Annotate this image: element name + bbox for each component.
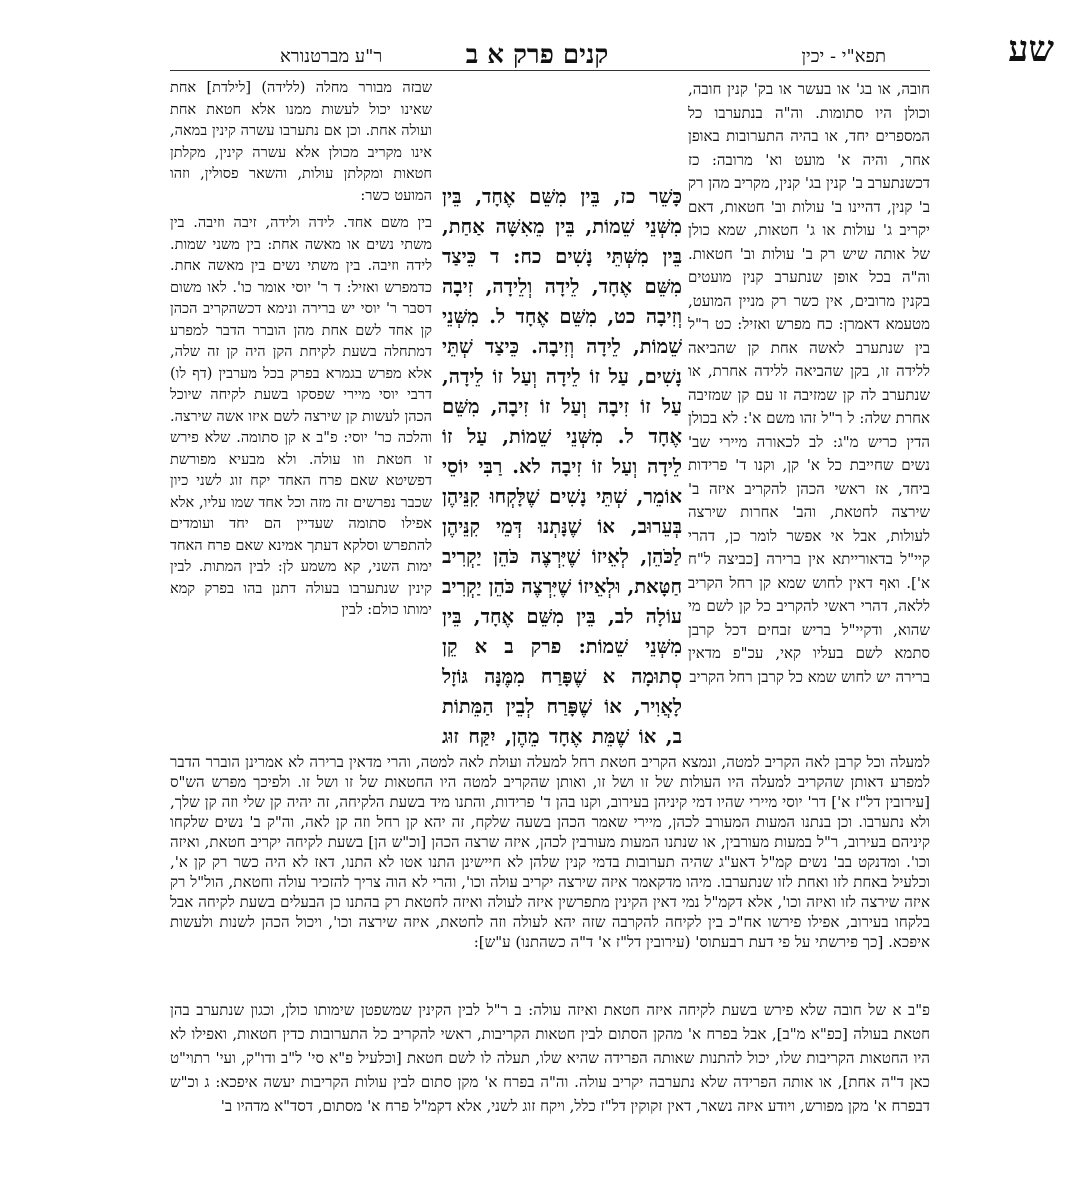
main-title: קנים פרק א ב xyxy=(465,40,609,70)
bottom-commentary-2-text: פ"ב א של חובה שלא פירש בשעת לקיחה איזה חטאת ואיזה עולה: ב ר"ל לבין הקינין שמשפטן שימותו כולן, וכגון שנתערב בהן חטאת בעולה [כפ"א מ"ב], אבל בפרח א' מהקן הסתום לבין חטאות הקריבות, ראשי להקריב כל התערובות כדין חטאות, ואפילו לא היו החטאות הקריבות שלו, יכול להתנות שאותה הפרידה שהיא שלו, תעלה לו לשם חטאת [וכלעיל פ"א סי' ל"ב ודו"ק, ועי' רתוי"ט כאן ד"ה אחת], או אותה הפרידה שלא נתערבה יקריב עולה. וה"ה בפרח א' מקן סתום לבין עולות הקריבות יעשה איפכא: ג וכ"ש דבפרח א' מקן מפורש, ויודע איזה נשאר, דאין זקוקין דל"ז כלל, ויקח זוג לשני, אלא דקמ"ל פרח א' מסתום, דסד"א מדהיו ב' xyxy=(170,1001,930,1115)
left-commentary-column xyxy=(170,78,432,748)
left-commentary-intro: שבזה מבורר מחלה (ללידה) [לילדת] אחת שאינו יכול לעשות ממנו אלא חטאת אחת ועולה אחת. וכן אם נתערבו עשרה קינין במאה, אינו מקריב מכולן אלא עשרה קינין, מקלתן חטאות ומקלתן עולות, והשאר פסולין, וזהו המועט כשר: xyxy=(170,80,432,204)
mishnah-text-column xyxy=(442,182,682,750)
bottom-commentary xyxy=(170,752,930,982)
right-running-title: תפא"י - יכין xyxy=(801,46,886,67)
bottom-commentary-2 xyxy=(170,998,930,1198)
right-commentary-text: חובה, או בג' או בעשר או בק' קנין חובה, וכולן היו סתומות. וה"ה בנתערבו כל המספרים יחד, או בהיה התערובות באופן אחר, והיה א' מועט וא' מרובה: כז דכשנתערב ב' קנין בג' קנין, מקריב מהן רק ב' קנין, דהיינו ב' עולות וב' חטאות, דאם יקריב ג' עולות או ג' חטאות, שמא כולן של אותה שיש רק ב' עולות וב' חטאות. וה"ה בכל אופן שנתערב קנין מועטים בקנין מרובים, אין כשר רק מניין המועט, מטעמא דאמרן: כח מפרש ואזיל: כט ר"ל בין שנתערב לאשה אחת קן שהביאה ללידה זו, בקן שהביאה ללידה אחרת, או שנתערב לה קן שמזיבה זו עם קן שמזיבה אחרת שלה: ל ר"ל זהו משם א': לא בכולן הדין כריש מ"ג: לב לכאורה מיירי שב' נשים שחייבת כל א' קן, וקנו ד' פרידות ביחד, אז ראשי הכהן להקריב איזה ב' שירצה לחטאת, והב' אחרות שירצה לעולות, אבל אי אפשר לומר כן, דהרי קיי"ל בדאורייתא אין ברירה [כביצה ל"ח א']. ואף דאין לחוש שמא קן רחל הקריב ללאה, דהרי ראשי להקריב כל קן לשם מי שהוא, ודקיי"ל בריש זבחים דכל קרבן סתמא לשם בעליו קאי, עכ"פ מדאין ברירה יש לחוש שמא כל קרבן רחל הקריב xyxy=(688,80,930,686)
header-rule xyxy=(170,70,930,71)
right-commentary-column xyxy=(688,78,930,748)
page-number: שע xyxy=(1008,28,1054,70)
mishnah-text: כָּשֵׁר כז, בֵּין מִשֵּׁם אֶחָד, בֵּין מִשְּׁנֵי שֵׁמוֹת, בֵּין מֵאִשָּׁה אַחַת, בֵּין מִשְּׁתֵּי נָשִׁים כח: ד כֵּיצַד מִשֵּׁם אֶחָד, לֵידָה וְלֵידָה, זִיבָה וְזִיבָה כט, מִשֵּׁם אֶחָד ל. מִשְּׁנֵי שֵׁמוֹת, לֵידָה וְזִיבָה. כֵּיצַד שְׁתֵּי נָשִׁים, עַל זוֹ לֵידָה וְעַל זוֹ לֵידָה, עַל זוֹ זִיבָה וְעַל זוֹ זִיבָה, מִשֵּׁם אֶחָד ל. מִשְּׁנֵי שֵׁמוֹת, עַל זוֹ לֵידָה וְעַל זוֹ זִיבָה לא. רַבִּי יוֹסֵי אוֹמֵר, שְׁתֵּי נָשִׁים שֶׁלָּקְחוּ קִנֵּיהֶן בְּעֵרוּב, אוֹ שֶׁנָּתְנוּ דְּמֵי קִנֵּיהֶן לַכֹּהֵן, לְאֵיזוֹ שֶׁיִּרְצֶה כֹּהֵן יַקְרִיב חַטָּאת, וּלְאֵיזוֹ שֶׁיִּרְצֶה כֹּהֵן יַקְרִיב עוֹלָה לב, בֵּין מִשֵּׁם אֶחָד, בֵּין מִשְּׁנֵי שֵׁמוֹת: פרק ב א קֵן סְתוּמָה א שֶׁפָּרַח מִמֶּנָּה גּוֹזָל לָאֲוִיר, אוֹ שֶׁפָּרַח לְבֵין הַמֵּתוֹת ב, אוֹ שֶׁמֵּת אֶחָד מֵהֶן, יִקַּח זוּג xyxy=(442,185,682,748)
left-commentary-text: בין משם אחד. לידה ולידה, זיבה וזיבה. בין משתי נשים או מאשה אחת: בין משני שמות. לידה וזיבה. בין משתי נשים בין מאשה אחת. כדמפרש ואזיל: ד ר' יוסי אומר כו'. לאו משום דסבר ר' יוסי יש ברירה ונימא דכשהקריב הכהן קן אחד לשם אחת מהן הוברר הדבר למפרע דמתחלה בשעת לקיחת הקן היה קן זה שלה, אלא מפרש בגמרא בפרק בכל מערבין (דף לו) דרבי יוסי מיירי שפסקו בשעת לקיחה שיוכל הכהן לעשות קן שירצה לשם איזו אשה שירצה. והלכה כר' יוסי: פ"ב א קן סתומה. שלא פירש זו חטאת וזו עולה. ולא מבעיא מפורשת דפשיטא שאם פרח האחד יקח זוג לשני כיון שכבר נפרשים זה מזה וכל אחד שמו עליו, אלא אפילו סתומה שעדיין הם יחד ועומדים להתפרש וסלקא דעתך אמינא שאם פרח האחד ימות השני, קא משמע לן: לבין המתות. לבין קינין שנתערבו בעולה דתנן בהו בפרק קמא ימותו כולם: לבין xyxy=(170,215,432,618)
left-running-title: ר"ע מברטנורא xyxy=(280,46,383,67)
bottom-commentary-text: למעלה וכל קרבן לאה הקריב למטה, ונמצא הקריב חטאת רחל למעלה ועולת לאה למטה, והרי מדאין ברירה לא אמרינן הוברר הדבר למפרע דאותן שהקריב למעלה היו העולות של זו ושל זו, ואותן שהקריב למטה היו החטאות של זו ושל זו. ולפיכך מפרש הש"ס [עירובין דל"ז א'] דר' יוסי מיירי שהיו דמי קיניהן בעירוב, וקנו בהן ד' פרידות, והתנו מיד בשעת הלקיחה, זה יהיה קן שלי וזה קן שלך, ולא נתערבו. וכן בנתנו המעות המעורב לכהן, מיירי שאמר הכהן בשעה שלקח, זה יהא קן רחל וזה קן לאה, וה"ק ב' נשים שלקחו קיניהם בעירוב, ר"ל במעות מעורבין, או שנתנו המעות מעורבין לכהן, איזה שרצה הכהן [וכ"ש הן] בשעת לקיחה יקריב חטאת, ואיזה וכו'. ומדנקט בב' נשים קמ"ל דאע"ג שהיה תערובות בדמי קנין שלהן לא חיישינן התנו אטו לא התנו, דאז לא היה כשר רק קן א', וכלעיל באחת לזו ואחת לזו שנתערבו. מיהו מדקאמר איזה שירצה יקריב עולה וכו', והרי לא הוה צריך להזכיר עולה וחטאת, הול"ל רק איזה שירצה לזו ואיזה וכו', אלא דקמ"ל נמי דאין הקינין מתפרשין איזה לעולה ואיזה לחטאת רק בהתנו כן הבעלים בשעת לקיחה אבל בלקחו בעירוב, אפילו פירשו אח"כ בין לקיחה להקרבה שזה יהא לעולה וזה לחטאת, איזה שירצה וכו', ויכול הכהן לשנות ולעשות איפכא. [כך פירשתי על פי דעת רבעתוס' (עירובין דל"ז א' ד"ה כשהתנו) ע"ש]: xyxy=(170,753,930,951)
